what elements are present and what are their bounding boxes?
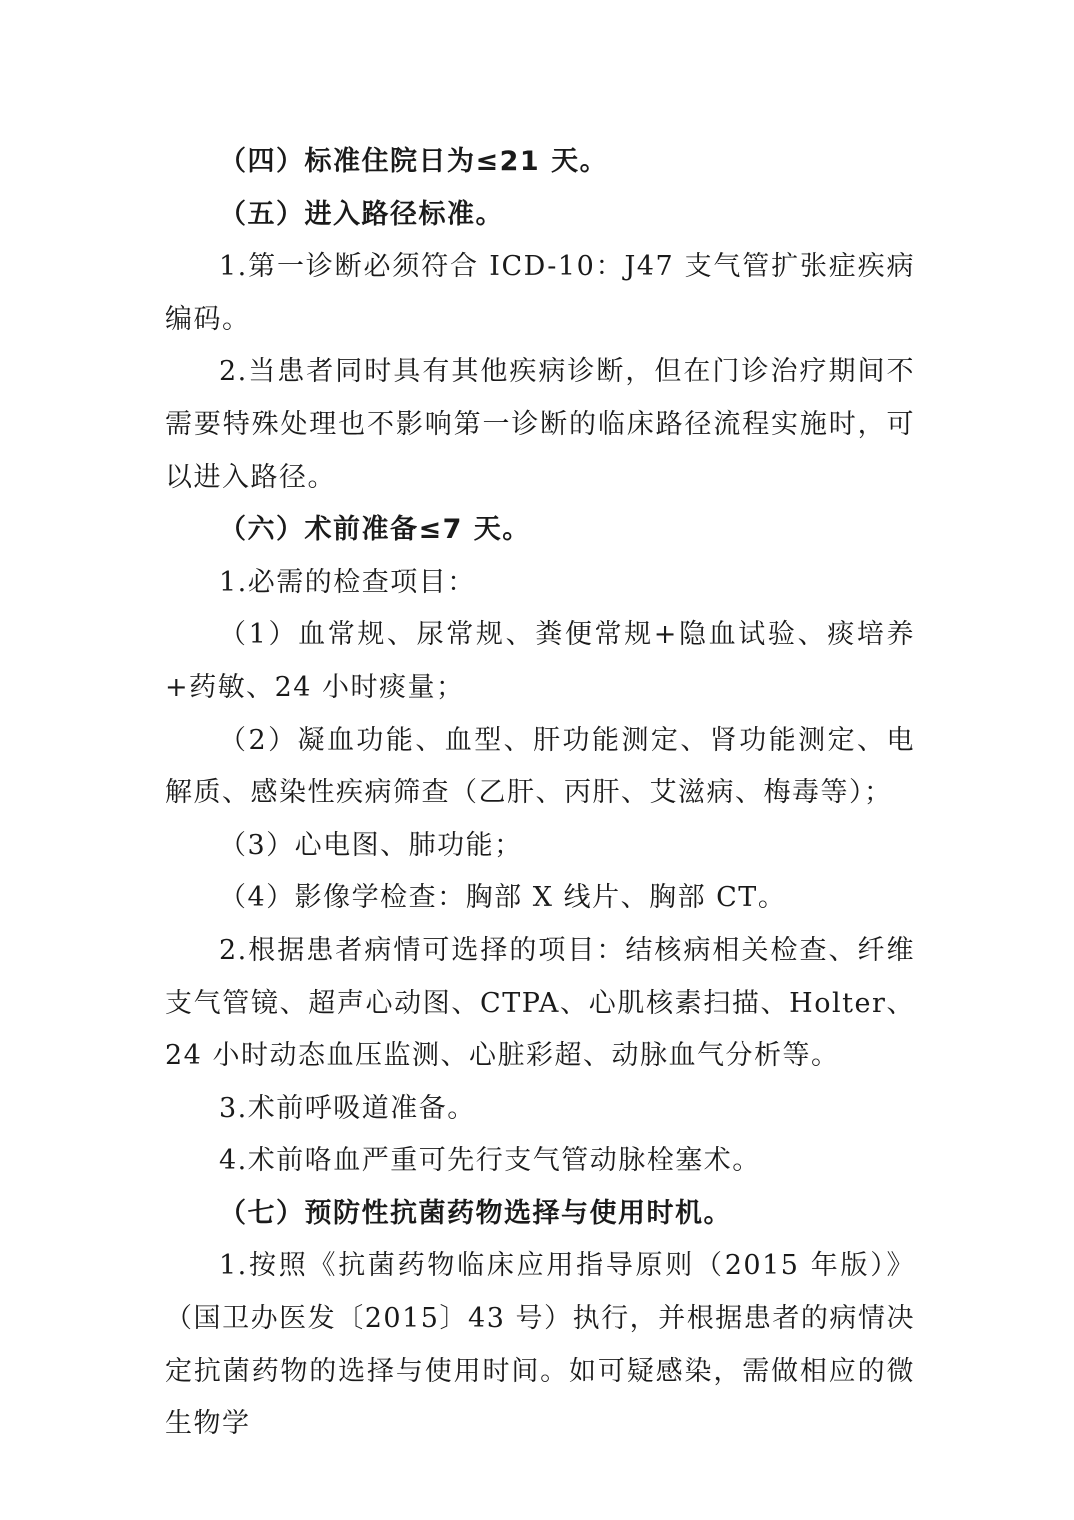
section-heading-7: （七）预防性抗菌药物选择与使用时机。 [219,1197,732,1229]
section-heading-5: （五）进入路径标准。 [219,198,504,230]
paragraph: （4）影像学检查：胸部 X 线片、胸部 CT。 [219,882,787,914]
section-heading-6: （六）术前准备≤7 天。 [219,514,531,546]
paragraph: 1.第一诊断必须符合 ICD-10：J47 支气管扩张症疾病编码。 [165,251,915,335]
paragraph: 2.当患者同时具有其他疾病诊断，但在门诊治疗期间不需要特殊处理也不影响第一诊断的临床路径流程实施时，可以进入路径。 [165,356,915,493]
section-heading-4: （四）标准住院日为≤21 天。 [219,146,609,177]
paragraph: 4.术前咯血严重可先行支气管动脉栓塞术。 [219,1145,761,1177]
paragraph: 1.按照《抗菌药物临床应用指导原则（2015 年版）》（国卫办医发〔2015〕43 号）执行，并根据患者的病情决定抗菌药物的选择与使用时间。如可疑感染，需做相应的微生物学 [165,1250,915,1440]
paragraph: （1）血常规、尿常规、粪便常规+隐血试验、痰培养+药敏、24 小时痰量； [165,619,915,703]
paragraph: （2）凝血功能、血型、肝功能测定、肾功能测定、电解质、感染性疾病筛查（乙肝、丙肝、艾滋病、梅毒等）； [165,724,915,809]
paragraph: 3.术前呼吸道准备。 [219,1092,476,1124]
document-body [165,136,915,1451]
paragraph: 1.必需的检查项目： [219,566,476,598]
paragraph: 2.根据患者病情可选择的项目：结核病相关检查、纤维支气管镜、超声心动图、CTPA、心肌核素扫描、Holter、24 小时动态血压监测、心脏彩超、动脉血气分析等。 [165,934,915,1072]
paragraph: （3）心电图、肺功能； [219,829,523,861]
